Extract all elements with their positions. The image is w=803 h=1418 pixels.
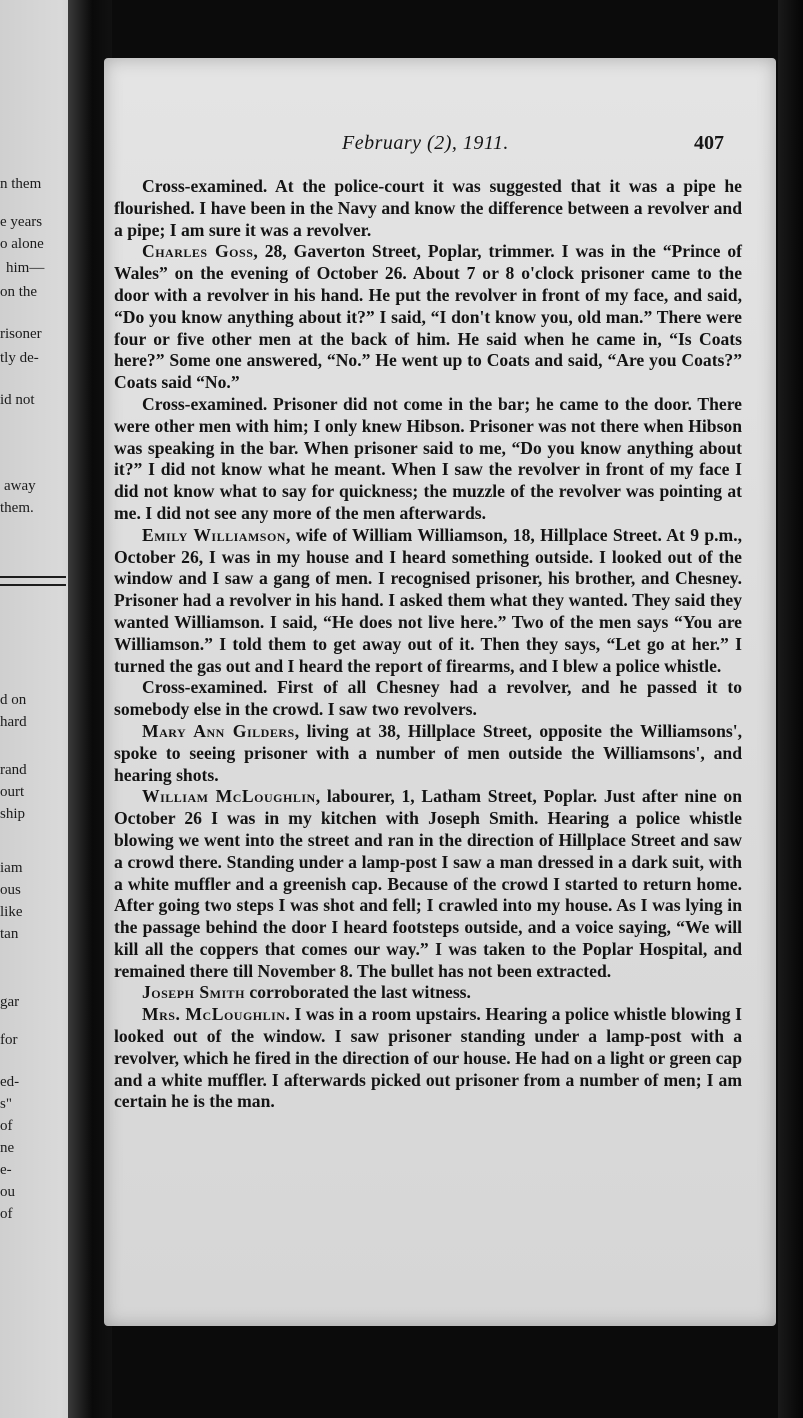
left-page-fragment: away (4, 478, 36, 494)
paragraph (114, 176, 742, 241)
paragraph-text: Cross-examined. Prisoner did not come in the bar; he came to the door. There were other men with him; I only knew Hibson. Prisoner was not there when Hibson was speaking in the bar. When prisoner said to me, “Do you know anything about it?” I did not know what he meant. When I saw the revolver in front of my face I did not know what to say for quickness; the muzzle of the revolver was pointing at me. I did not see any more of the men afterwards. (114, 393, 742, 523)
left-page-fragment: ourt (0, 784, 25, 800)
body-text (114, 176, 742, 1113)
paragraph-text: Cross-examined. At the police-court it was suggested that it was a pipe he flourished. I have been in the Navy and know the difference between a revolver and a pipe; I am sure it was a revolver. (114, 176, 742, 240)
left-page-fragment: for (0, 1032, 18, 1048)
paragraph-text: , labourer, 1, Latham Street, Poplar. Just after nine on October 26 I was in my kitchen with Joseph Smith. Hearing a police whistle blowing we went into the street and ran in the direction of Hillplace Street and saw a crowd there. Standing under a lamp-post I saw a man dressed in a dark suit, with a white muffler and a greenish cap. Because of the crowd I started to return home. After going two steps I was shot and fell; I crawled into my house. As I was lying in the passage behind the door I heard footsteps outside, and a voice saying, “We will kill all the coppers that comes our way.” I was taken to the Poplar Hospital, and remained there till November 8. The bullet has not been extracted. (114, 786, 742, 981)
left-page-fragment: on the (0, 284, 38, 300)
paragraph (114, 677, 742, 721)
left-page-fragment: ous (0, 882, 21, 898)
left-page-fragment: d on (0, 692, 27, 708)
paragraph-text: , 28, Gaverton Street, Poplar, trimmer. I was in the “Prince of Wales” on the evening of October 26. About 7 or 8 o'clock prisoner came to the door with a revolver in his hand. He put the revolver in front of my face, and said, “Do you know anything about it?” I said, “I don't know you, old man.” There were four or five other men at the back of him. He said when he came in, “Is Coats here?” Some one answered, “No.” He went up to Coats and said, “Are you Coats?” Coats said “No.” (114, 241, 742, 393)
paragraph-text: . I was in a room upstairs. Hearing a police whistle blowing I looked out of the window. I saw prisoner standing under a lamp-post with a revolver, which he fired in the direction of our house. He had on a light or green cap and a white muffler. I afterwards picked out prisoner from a number of men; I am certain he is the man. (114, 1004, 742, 1112)
left-page-rule (0, 584, 66, 586)
left-page-fragment: id not (0, 392, 35, 408)
paragraph-text: , wife of William Williamson, 18, Hillplace Street. At 9 p.m., October 26, I was in my house and I heard something outside. I looked out of the window and I saw a gang of men. I recognised prisoner, his brother, and Chesney. Prisoner had a revolver in his hand. I asked them what they wanted. They said they wanted Williamson. I said, “He does not live here.” Two of the men says “You are Williamson.” I told them to get away out of it. Then they says, “Let go at her.” I turned the gas out and I heard the report of firearms, and I blew a police whistle. (114, 524, 742, 676)
left-page-fragment: tly de- (0, 350, 39, 366)
witness-name: William McLoughlin (142, 786, 316, 807)
paragraph-text: corroborated the last witness. (245, 982, 471, 1003)
left-page-fragment: gar (0, 994, 20, 1010)
left-page-fragment: e- (0, 1162, 12, 1178)
left-page-fragment: like (0, 904, 23, 920)
left-page-fragment: ship (0, 806, 26, 822)
paragraph (114, 1004, 742, 1113)
witness-name: Emily Williamson (142, 524, 286, 545)
paragraph (114, 786, 742, 982)
left-page-fragment: o alone (0, 236, 44, 252)
paragraph-text: , living at 38, Hillplace Street, opposite the Williamsons', spoke to seeing prisoner with a number of men outside the Williamsons', and hearing shots. (114, 720, 742, 785)
left-page-fragment: risoner (0, 326, 42, 342)
page-number: 407 (694, 132, 724, 154)
left-page-fragment: him— (6, 260, 45, 276)
paragraph (114, 525, 742, 678)
left-page-fragment: ne (0, 1140, 15, 1156)
scan-right-edge (778, 0, 803, 1418)
book-page (104, 58, 776, 1326)
left-page-fragment: n them (0, 176, 42, 192)
left-page-fragment: them. (0, 500, 34, 516)
witness-name: Mary Ann Gilders (142, 720, 295, 741)
left-page-fragment: ed- (0, 1074, 20, 1090)
paragraph (114, 394, 742, 525)
left-page-fragment: hard (0, 714, 27, 730)
left-page-fragment: of (0, 1118, 13, 1134)
witness-name: Mrs. McLoughlin (142, 1004, 286, 1025)
left-page-fragment: tan (0, 926, 19, 942)
left-page-fragment: ou (0, 1184, 15, 1200)
left-page-rule (0, 576, 66, 578)
header-date: February (2), 1911. (342, 132, 509, 154)
witness-name: Charles Goss (142, 241, 254, 262)
left-page-fragment: e years (0, 214, 43, 230)
witness-name: Joseph Smith (142, 982, 245, 1003)
left-page-fragment: iam (0, 860, 23, 876)
left-page-fragment: rand (0, 762, 27, 778)
left-page-fragment: s" (0, 1096, 12, 1112)
paragraph (114, 982, 742, 1004)
paragraph (114, 721, 742, 786)
paragraph-text: Cross-examined. First of all Chesney had a revolver, and he passed it to somebody else in the crowd. I saw two revolvers. (114, 677, 742, 720)
left-page-fragment: of (0, 1206, 13, 1222)
running-header (104, 132, 776, 156)
paragraph (114, 241, 742, 394)
